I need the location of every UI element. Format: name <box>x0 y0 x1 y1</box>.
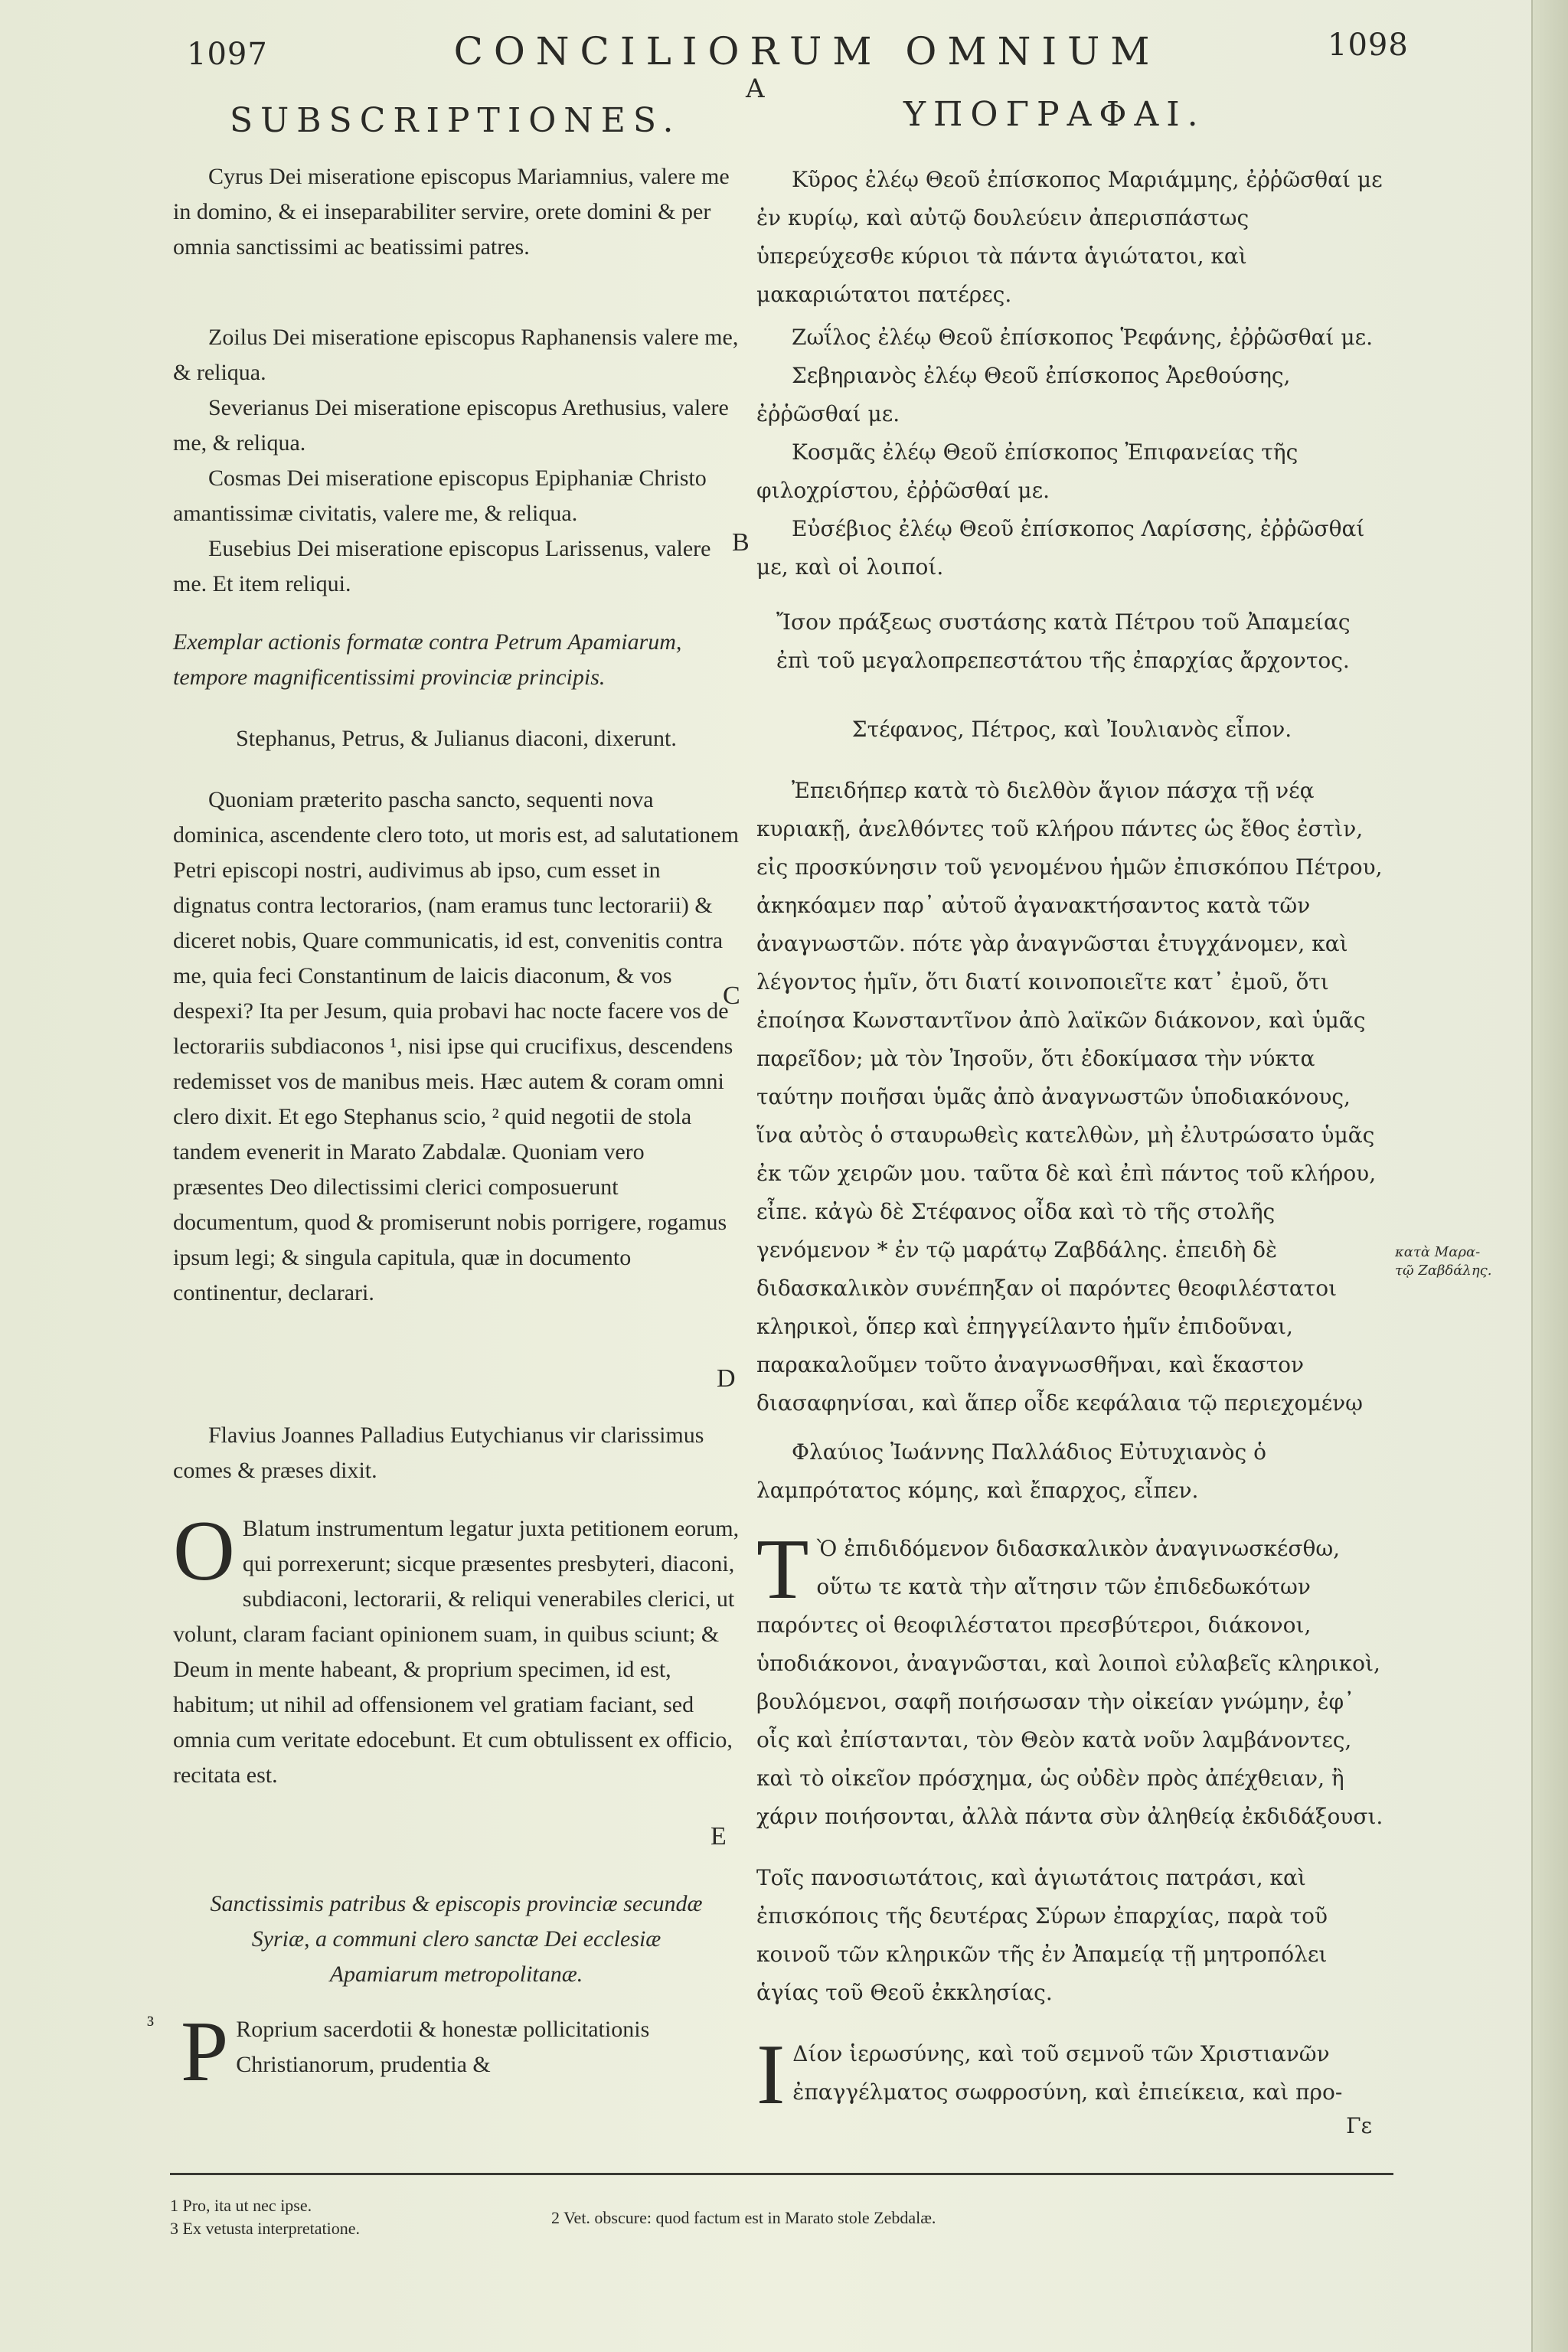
greek-subscription-kosmas: Κοσμᾶς ἐλέῳ Θεοῦ ἐπίσκοπος Ἐπιφανείας τῆς φιλοχρίστου, ἐῤῥῶσθαί με. <box>756 439 1298 503</box>
footnote-2: 2 Vet. obscure: quod factum est in Marato stole Zebdalæ. <box>551 2208 936 2227</box>
latin-address: Sanctissimis patribus & episcopis provinciæ secundæ Syriæ, a communi clero sanctæ Dei ecclesiæ Apamiarum metropolitanæ. <box>210 1891 703 1987</box>
greek-subscription-zoilos: Ζωΐλος ἐλέῳ Θεοῦ ἐπίσκοπος Ῥεφάνης, ἐῤῥῶσθαί με. <box>792 325 1373 350</box>
page-number-right: 1098 <box>1328 28 1409 63</box>
latin-flavius-speaks: Flavius Joannes Palladius Eutychianus vir clarissimus comes & præses dixit. <box>173 1423 704 1483</box>
greek-subscription-seberianos: Σεβηριανὸς ἐλέῳ Θεοῦ ἐπίσκοπος Ἀρεθούσης, ἐῤῥῶσθαί με. <box>756 363 1291 426</box>
latin-oblatum-paragraph <box>173 1511 740 1870</box>
drop-cap-i: Ι <box>756 2027 786 2122</box>
margin-letter-d: D <box>717 1364 736 1393</box>
greek-to-paragraph <box>756 1530 1387 1836</box>
latin-subscription-severianus: Severianus Dei miseratione episcopus Arethusius, valere me, & reliqua. <box>173 395 729 456</box>
greek-tois-address: Τοῖς πανοσιωτάτοις, καὶ ἁγιωτάτοις πατράσι, καὶ ἐπισκόποις τῆς δευτέρας Σύρων ἐπαρχίας, παρὰ τοῦ κοινοῦ τῶν κληρικῶν τῆς ἐν Ἀπαμείᾳ τῇ μητροπόλει ἁγίας τοῦ Θεοῦ ἐκκλησίας. <box>756 1865 1328 2005</box>
margin-letter-c: C <box>723 982 740 1010</box>
latin-proprium-text: Roprium sacerdotii & honestæ pollicitationis Christianorum, prudentia & <box>236 2017 650 2077</box>
greek-subscription-eusebios: Εὐσέβιος ἐλέῳ Θεοῦ ἐπίσκοπος Λαρίσσης, ἐῤῥῶσθαί με, καὶ οἱ λοιποί. <box>756 516 1365 580</box>
section-marker-a: A <box>746 74 765 104</box>
latin-subscription-cosmas: Cosmas Dei miseratione episcopus Epiphaniæ Christo amantissimæ civitatis, valere me, & reliqua. <box>173 466 707 526</box>
latin-subscription-zoilus: Zoilus Dei miseratione episcopus Raphanensis valere me, & reliqua. <box>173 325 739 385</box>
footnote-3: 3 Ex vetusta interpretatione. <box>170 2219 361 2238</box>
margin-letter-e: E <box>710 1822 727 1851</box>
drop-cap-o: O <box>173 1511 235 1599</box>
page-edge <box>1531 0 1568 2352</box>
drop-cap-p: P <box>181 2004 229 2099</box>
page-number-left: 1097 <box>187 37 268 72</box>
latin-exemplar-title: Exemplar actionis formatæ contra Petrum Apamiarum, tempore magnificentissimi provinciæ principis. <box>173 629 682 690</box>
latin-subscription-cyrus: Cyrus Dei miseratione episcopus Mariamnius, valere me in domino, & ei inseparabiliter servire, orete domini & per omnia sanctissimi ac beatissimi patres. <box>173 164 730 260</box>
latin-quoniam-paragraph: Quoniam præterito pascha sancto, sequenti nova dominica, ascendente clero toto, ut moris est, ad salutationem Petri episcopi nostri, audivimus ab ipso, cum esset in dignatus contra lectorarios, (nam eramus tunc lectorarii) & diceret nobis, Quare communicatis, id est, convenitis contra me, quia feci Constantinum de laicis diaconum, & vos despexi? Ita per Jesum, quia probavi hac nocte facere vos de lectorariis subdiaconos ¹, nisi ipse qui crucifixus, descendens redemisset vos de manibus meis. Hæc autem & coram omni clero dixit. Et ego Stephanus scio, ² quid negotii de stola tandem evenerit in Marato Zabdalæ. Quoniam vero præsentes Deo dilectissimi clerici composuerunt documentum, quod & promiserunt nobis porrigere, rogamus ipsum legi; & singula capitula, quæ in documento continentur, declarari. <box>173 787 739 1305</box>
latin-subscription-eusebius: Eusebius Dei miseratione episcopus Larissenus, valere me. Et item reliqui. <box>173 536 711 596</box>
catchword: Γε <box>1346 2113 1372 2138</box>
latin-oblatum-text: Blatum instrumentum legatur juxta petitionem eorum, qui porrexerunt; sicque præsentes presbyteri, diaconi, subdiaconi, lectorarii, & reliqui venerabiles clerici, ut volunt, claram faciant opinionem suam, in quibus sciunt; & Deum in mente habeant, & proprium specimen, id est, habitum; ut nihil ad offensionem vel gratiam faciant, sed omnia cum veritate edocebunt. Et cum obtulissent ex officio, recitata est. <box>173 1516 740 1788</box>
footnotes-left <box>170 2194 553 2240</box>
latin-column <box>147 159 740 2099</box>
running-title: CONCILIORUM OMNIUM <box>453 29 1161 74</box>
greek-idion-paragraph <box>756 2027 1387 2122</box>
latin-stephanus-speaks: Stephanus, Petrus, & Julianus diaconi, dixerunt. <box>236 726 677 751</box>
greek-to-text: Ὸ ἐπιδιδόμενον διδασκαλικὸν ἀναγινωσκέσθω, οὕτω τε κατὰ τὴν αἴτησιν τῶν ἐπιδεδωκότων παρόντες οἱ θεοφιλέστατοι πρεσβύτεροι, διάκονοι, ὑποδιάκονοι, ἀναγνῶσται, καὶ λοιποὶ εὐλαβεῖς κληρικοὶ, βουλόμενοι, σαφῆ ποιήσωσαν τὴν οἰκείαν γνώμην, ἐφ᾽ οἷς καὶ ἐπίστανται, τὸν Θεὸν κατὰ νοῦν λαμβάνοντες, καὶ τὸ οἰκεῖον πρόσχημα, ὡς οὐδὲν πρὸς ἀπέχθειαν, ἢ χάριν ποιήσονται, ἀλλὰ πάντα σὺν ἀληθείᾳ ἐκδιδάξουσι. <box>756 1536 1383 1829</box>
greek-flavios-speaks: Φλαύιος Ἰωάννης Παλλάδιος Εὐτυχιανὸς ὁ λαμπρότατος κόμης, καὶ ἔπαρχος, εἶπεν. <box>756 1439 1266 1503</box>
latin-proprium-paragraph <box>147 2004 740 2099</box>
greek-stephanos-speaks: Στέφανος, Πέτρος, καὶ Ἰουλιανὸς εἶπον. <box>851 717 1292 742</box>
latin-note-mark: ³ <box>147 2012 154 2037</box>
margin-letter-b: B <box>732 528 750 557</box>
footnote-1: 1 Pro, ita ut nec ipse. <box>170 2196 312 2215</box>
drop-cap-t: Τ <box>756 1530 809 1617</box>
greek-heading: ΥΠΟΓΡΑΦΑΙ. <box>903 95 1206 134</box>
greek-subscription-kyros: Κῦρος ἐλέῳ Θεοῦ ἐπίσκοπος Μαριάμμης, ἐῤῥῶσθαί με ἐν κυρίῳ, καὶ αὐτῷ δουλεύειν ἀπερισπάστως ὑπερεύχεσθε κύριοι τὰ πάντα ἁγιώτατοι, καὶ μακαριώτατοι πατέρες. <box>756 167 1383 307</box>
greek-column <box>756 161 1387 2145</box>
greek-idion-text: Δίον ἱερωσύνης, καὶ τοῦ σεμνοῦ τῶν Χριστιανῶν ἐπαγγέλματος σωφροσύνη, καὶ ἐπιείκεια, καὶ προ- <box>792 2041 1343 2105</box>
latin-heading: SUBSCRIPTIONES. <box>230 101 681 140</box>
footnote-rule <box>170 2173 1393 2175</box>
margin-note-marato: κατὰ Μαρα-τῷ Ζαβδάλης. <box>1395 1244 1492 1279</box>
greek-ison-title: Ἴσον πράξεως συστάσης κατὰ Πέτρου τοῦ Ἀπαμείας ἐπὶ τοῦ μεγαλοπρεπεστάτου τῆς ἐπαρχίας ἄρχοντος. <box>776 609 1351 673</box>
greek-epeidiper-paragraph: Ἐπειδήπερ κατὰ τὸ διελθὸν ἅγιον πάσχα τῇ νέᾳ κυριακῇ, ἀνελθόντες τοῦ κλήρου πάντες ὡς ἔθος ἐστὶν, εἰς προσκύνησιν τοῦ γενομένου ἡμῶν ἐπισκόπου Πέτρου, ἀκηκόαμεν παρ᾽ αὐτοῦ ἀγανακτήσαντος κατὰ τῶν ἀναγνωστῶν. πότε γὰρ ἀναγνῶσται ἐτυγχάνομεν, καὶ λέγοντος ἡμῖν, ὅτι διατί κοινοποιεῖτε κατ᾽ ἐμοῦ, ὅτι ἐποίησα Κωνσταντῖνον ἀπὸ λαϊκῶν διάκονον, καὶ ὑμᾶς παρεῖδον; μὰ τὸν Ἰησοῦν, ὅτι ἐδοκίμασα τὴν νύκτα ταύτην ποιῆσαι ὑμᾶς ἀπὸ ἀναγνωστῶν ὑποδιακόνους, ἵνα αὐτὸς ὁ σταυρωθεὶς κατελθὼν, μὴ ἐλυτρώσατο ὑμᾶς ἐκ τῶν χειρῶν μου. ταῦτα δὲ καὶ ἐπὶ πάντος τοῦ κλήρου, εἶπε. κἀγὼ δὲ Στέφανος οἶδα καὶ τὸ τῆς στολῆς γενόμενον * ἐν τῷ μαράτῳ Ζαβδάλης. ἐπειδὴ δὲ διδασκαλικὸν συνέπηξαν οἱ παρόντες θεοφιλέστατοι κληρικοὶ, ὅπερ καὶ ἐπηγγείλαντο ἡμῖν ἐπιδοῦναι, παρακαλοῦμεν τοῦτο ἀναγνωσθῆναι, καὶ ἕκαστον διασαφηνίσαι, καὶ ἅπερ οἶδε κεφάλαια τῷ περιεχομένῳ <box>756 778 1383 1416</box>
